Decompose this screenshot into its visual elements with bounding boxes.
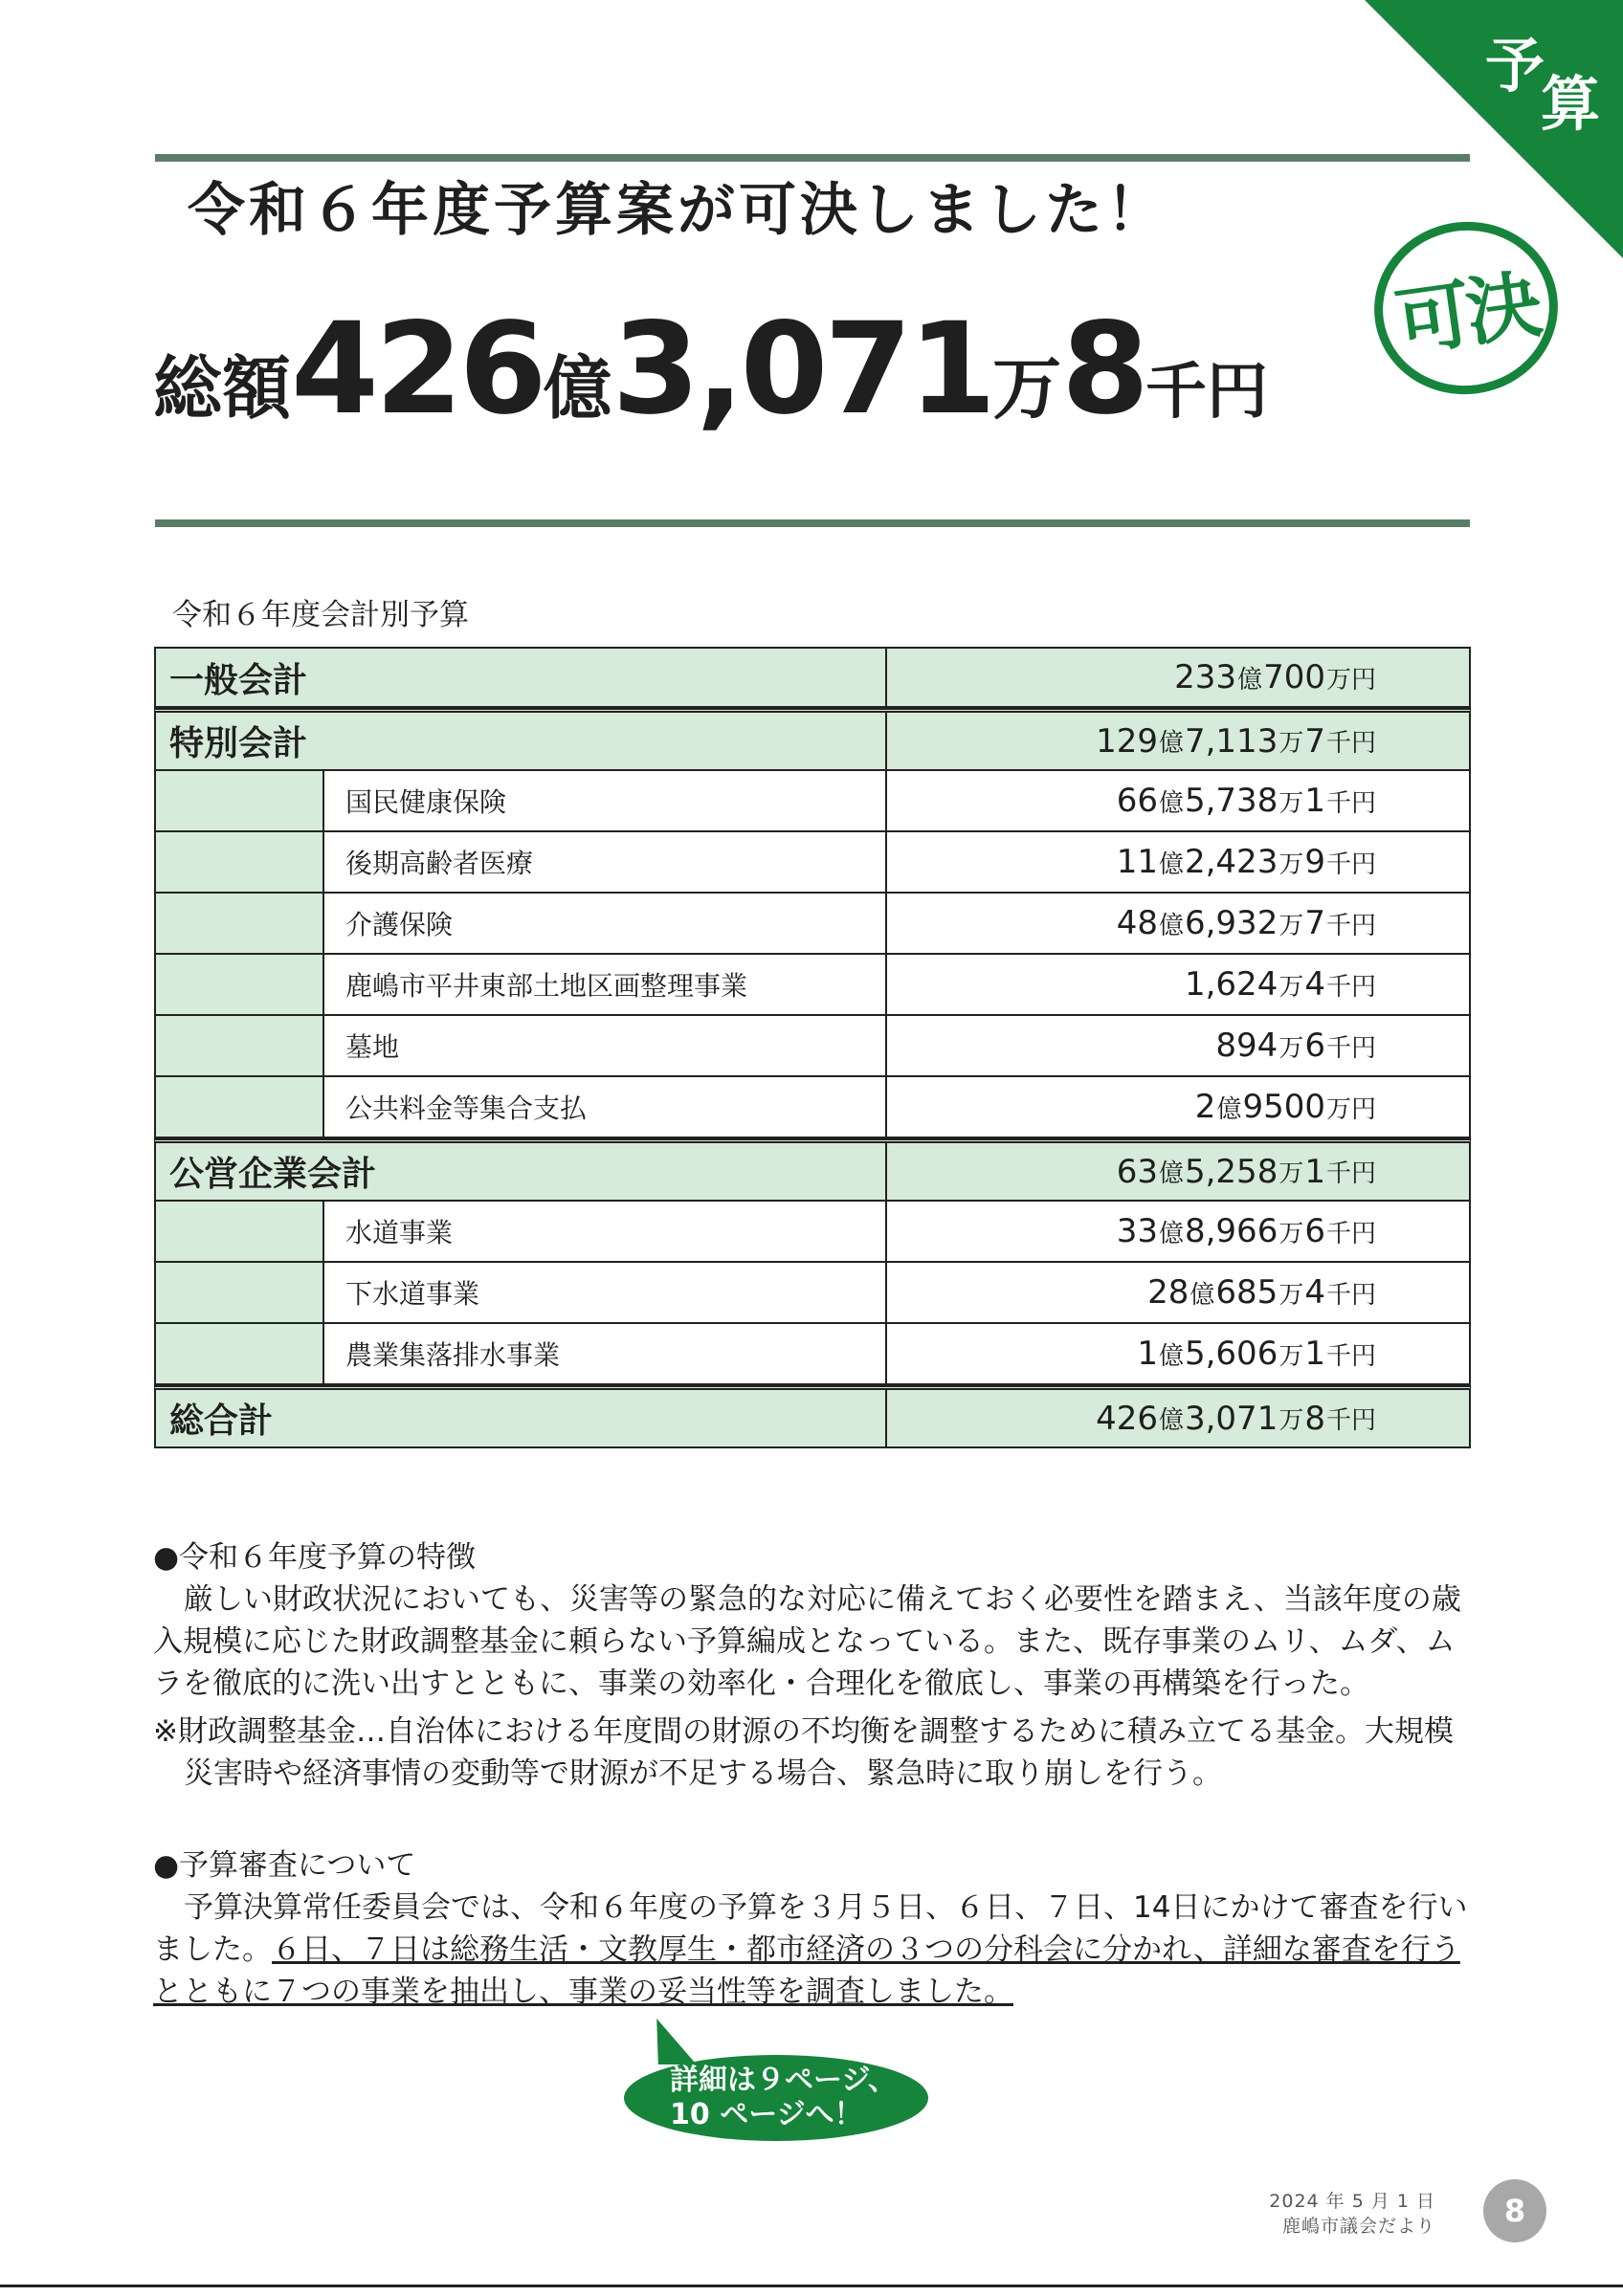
budget-indent-cell (156, 1016, 324, 1075)
amount-unit: 万 (1278, 1341, 1304, 1371)
amount-unit: 千円 (1325, 972, 1376, 1002)
total-sen-unit: 千円 (1145, 357, 1268, 428)
amount-unit: 万 (1278, 911, 1304, 940)
amount-number: 233 (1174, 658, 1237, 696)
budget-row (154, 708, 1471, 771)
amount-unit: 万 (1278, 1280, 1304, 1310)
budget-sub-account-name: 後期高齢者医療 (324, 832, 885, 892)
budget-amount (885, 832, 1469, 892)
footer-line (0, 2285, 1623, 2287)
amount-number: 48 (1116, 904, 1158, 942)
approved-stamp: 可決 (1363, 210, 1568, 407)
review-section (153, 1844, 1470, 2013)
amount-number: 7 (1304, 721, 1325, 761)
budget-row (154, 1385, 1471, 1448)
budget-row (154, 955, 1471, 1016)
amount-unit: 千円 (1325, 1280, 1376, 1310)
amount-number: 1 (1304, 1335, 1325, 1373)
budget-sub-account-name: 介護保険 (324, 894, 885, 953)
budget-sub-account-name: 水道事業 (324, 1202, 885, 1261)
amount-unit: 億 (1158, 1219, 1184, 1248)
budget-indent-cell (156, 894, 324, 953)
budget-row (154, 832, 1471, 894)
amount-number: 7,113 (1184, 721, 1278, 761)
amount-unit: 億 (1158, 788, 1184, 818)
amount-number: 9500 (1242, 1088, 1325, 1126)
budget-sub-account-name: 下水道事業 (324, 1263, 885, 1322)
amount-number: 700 (1263, 658, 1325, 696)
budget-sub-account-name: 国民健康保険 (324, 771, 885, 830)
budget-row (154, 1202, 1471, 1263)
footer-publication: 鹿嶋市議会だより (1281, 2216, 1435, 2237)
amount-unit: 万 (1278, 729, 1304, 758)
budget-account-name: 公営企業会計 (169, 1155, 377, 1194)
amount-unit: 万円 (1325, 665, 1376, 695)
amount-unit: 億 (1237, 665, 1263, 695)
budget-indent-cell (156, 955, 324, 1014)
budget-amount (885, 1143, 1469, 1200)
amount-number: 3,071 (1184, 1399, 1278, 1438)
total-amount (153, 296, 1268, 450)
budget-row (154, 771, 1471, 832)
amount-number: 1,624 (1184, 965, 1278, 1004)
amount-number: 6 (1304, 1027, 1325, 1065)
amount-unit: 万 (1278, 1219, 1304, 1248)
amount-unit: 万 (1278, 850, 1304, 879)
amount-unit: 千円 (1325, 1033, 1376, 1063)
budget-sub-account-name: 公共料金等集合支払 (324, 1077, 885, 1137)
amount-number: 66 (1116, 782, 1158, 820)
review-body-underlined: ６日、７日は総務生活・文教厚生・都市経済の３つの分科会に分かれ、詳細な審査を行うとともに７つの事業を抽出し、事業の妥当性等を調査しました。 (153, 1932, 1460, 2009)
bottom-rule (155, 519, 1470, 527)
budget-amount (885, 771, 1469, 830)
budget-sub-account-name: 墓地 (324, 1016, 885, 1075)
amount-number: 8,966 (1184, 1212, 1278, 1250)
review-body-plain: 予算決算常任委員会では、令和６年度の予算を３月５日、６日、７日、14日にかけて審査を行いました。 (153, 1890, 1468, 1967)
page-title: 令和６年度予算案が可決しました！ (188, 177, 1167, 244)
budget-amount (885, 1390, 1469, 1446)
amount-unit: 千円 (1325, 911, 1376, 940)
amount-number: 5,258 (1184, 1152, 1278, 1191)
table-caption: 令和６年度会計別予算 (172, 598, 469, 632)
amount-number: 11 (1116, 843, 1158, 881)
amount-unit: 千円 (1325, 1341, 1376, 1371)
page-number: 8 (1483, 2179, 1546, 2242)
budget-account-name: 特別会計 (169, 724, 308, 763)
corner-tab-label-2: 算 (1540, 69, 1600, 139)
review-heading: ●予算審査について (153, 1848, 416, 1883)
amount-unit: 億 (1158, 1406, 1184, 1435)
amount-unit: 千円 (1325, 788, 1376, 818)
budget-amount (885, 1202, 1469, 1261)
budget-row (154, 1263, 1471, 1324)
budget-amount (885, 955, 1469, 1014)
amount-unit: 万円 (1325, 1094, 1376, 1124)
amount-number: 685 (1215, 1273, 1278, 1312)
amount-unit: 千円 (1325, 1159, 1376, 1188)
total-label: 総額 (153, 348, 292, 429)
bubble-line-1: 詳細は９ページ、 (670, 2064, 897, 2097)
budget-indent-cell (156, 1077, 324, 1137)
budget-row (154, 1016, 1471, 1077)
amount-unit: 万 (1278, 1033, 1304, 1063)
budget-amount (885, 1077, 1469, 1137)
budget-row (154, 894, 1471, 955)
amount-unit: 億 (1216, 1094, 1242, 1124)
total-sen: 8 (1061, 296, 1145, 443)
amount-number: 5,738 (1184, 782, 1278, 820)
budget-indent-cell (156, 771, 324, 830)
budget-table (154, 647, 1471, 1448)
budget-account-name: 一般会計 (169, 660, 308, 700)
feature-heading: ●令和６年度予算の特徴 (153, 1540, 477, 1575)
amount-unit: 万 (1278, 788, 1304, 818)
amount-number: 4 (1304, 1273, 1325, 1312)
amount-number: 63 (1116, 1152, 1158, 1191)
amount-unit: 億 (1189, 1280, 1215, 1310)
amount-unit: 億 (1158, 729, 1184, 758)
total-man: 3,071 (611, 296, 993, 443)
amount-unit: 億 (1158, 1341, 1184, 1371)
budget-amount (885, 1324, 1469, 1383)
total-oku-unit: 億 (543, 348, 612, 429)
budget-indent-cell (156, 1263, 324, 1322)
amount-unit: 万 (1278, 1159, 1304, 1188)
amount-unit: 万 (1278, 1406, 1304, 1435)
budget-amount (885, 1016, 1469, 1075)
top-rule (155, 154, 1470, 162)
budget-row (154, 647, 1471, 708)
amount-number: 1 (1304, 1152, 1325, 1191)
amount-unit: 億 (1158, 911, 1184, 940)
amount-number: 5,606 (1184, 1335, 1278, 1373)
budget-sub-account-name: 鹿嶋市平井東部土地区画整理事業 (324, 955, 885, 1014)
budget-account-name: 総合計 (169, 1402, 274, 1441)
amount-number: 9 (1304, 843, 1325, 881)
amount-number: 6,932 (1184, 904, 1278, 942)
amount-unit: 千円 (1325, 850, 1376, 879)
bubble-tail (643, 2019, 697, 2064)
feature-section (153, 1536, 1470, 1795)
budget-amount (885, 1263, 1469, 1322)
amount-number: 129 (1096, 721, 1158, 761)
amount-number: 8 (1304, 1399, 1325, 1438)
amount-number: 6 (1304, 1212, 1325, 1250)
budget-amount (885, 649, 1469, 706)
amount-unit: 千円 (1325, 1219, 1376, 1248)
amount-unit: 億 (1158, 1159, 1184, 1188)
amount-number: 33 (1116, 1212, 1158, 1250)
bubble-line-2: 10 ページへ！ (670, 2098, 863, 2131)
budget-amount (885, 713, 1469, 769)
total-man-unit: 万 (992, 348, 1062, 429)
budget-indent-cell (156, 1324, 324, 1383)
feature-body: 厳しい財政状況においても、災害等の緊急的な対応に備えておく必要性を踏まえ、当該年度の歳入規模に応じた財政調整基金に頼らない予算編成となっている。また、既存事業のムリ、ムダ、ムラを徹底的に洗い出すとともに、事業の効率化・合理化を徹底し、事業の再構築を行った。 (153, 1582, 1461, 1701)
corner-tab-label-1: 予 (1484, 31, 1545, 100)
budget-row (154, 1077, 1471, 1138)
amount-number: 2 (1194, 1088, 1216, 1126)
review-body (153, 1887, 1470, 2013)
amount-number: 7 (1304, 904, 1325, 942)
budget-amount (885, 894, 1469, 953)
amount-number: 1 (1304, 782, 1325, 820)
amount-unit: 億 (1158, 850, 1184, 879)
amount-number: 4 (1304, 965, 1325, 1004)
budget-row (154, 1324, 1471, 1385)
amount-number: 2,423 (1184, 843, 1278, 881)
footer-date: 2024 年 5 月 1 日 (1269, 2191, 1435, 2212)
total-oku: 426 (291, 296, 544, 443)
budget-row (154, 1138, 1471, 1202)
budget-indent-cell (156, 832, 324, 892)
amount-number: 1 (1137, 1335, 1158, 1373)
amount-number: 28 (1147, 1273, 1189, 1312)
details-bubble (624, 2055, 928, 2141)
amount-unit: 千円 (1325, 1406, 1376, 1435)
feature-note: ※財政調整基金…自治体における年度間の財源の不均衡を調整するために積み立てる基金。大規模災害時や経済事情の変動等で財源が不足する場合、緊急時に取り崩しを行う。 (153, 1714, 1454, 1791)
amount-number: 426 (1096, 1399, 1158, 1438)
amount-unit: 万 (1278, 972, 1304, 1002)
budget-indent-cell (156, 1202, 324, 1261)
amount-number: 894 (1215, 1027, 1278, 1065)
budget-sub-account-name: 農業集落排水事業 (324, 1324, 885, 1383)
amount-unit: 千円 (1325, 729, 1376, 758)
